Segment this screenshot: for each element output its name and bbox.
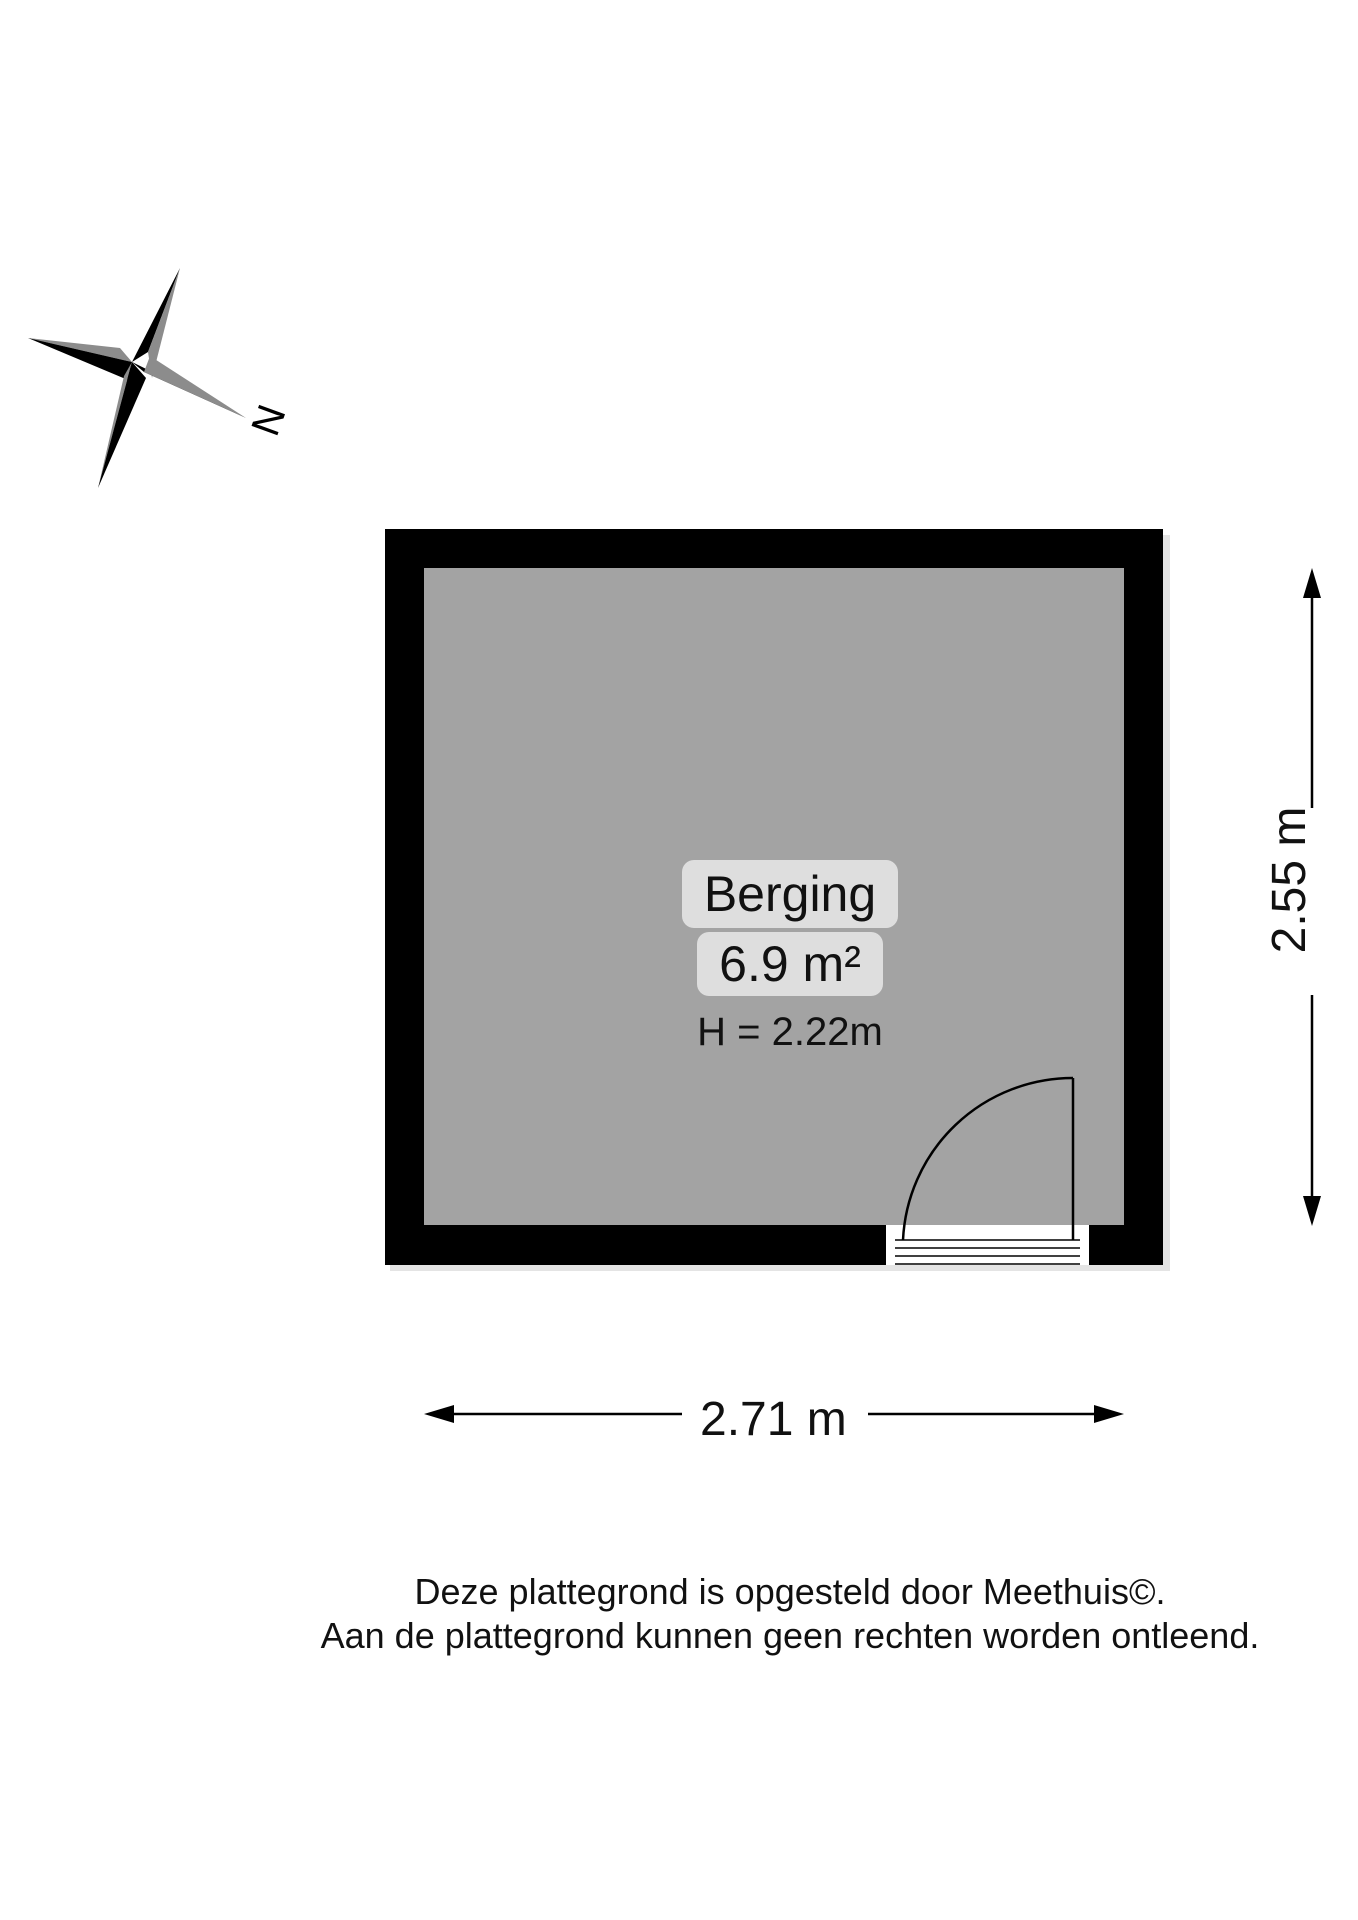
room-label [670, 860, 910, 1056]
room-name: Berging [682, 860, 898, 928]
width-dimension-label: 2.71 m [700, 1393, 847, 1446]
disclaimer-line-1: Deze plattegrond is opgesteld door Meethuis©. [414, 1571, 1166, 1612]
disclaimer-line-2: Aan de plattegrond kunnen geen rechten worden ontleend. [320, 1615, 1260, 1656]
room-height: H = 2.22m [697, 1010, 883, 1054]
height-dimension-label: 2.55 m [1263, 806, 1316, 954]
compass-rose-icon [28, 268, 246, 488]
disclaimer [240, 1570, 1340, 1658]
north-label: N [243, 399, 295, 442]
room-area: 6.9 m² [697, 932, 883, 996]
